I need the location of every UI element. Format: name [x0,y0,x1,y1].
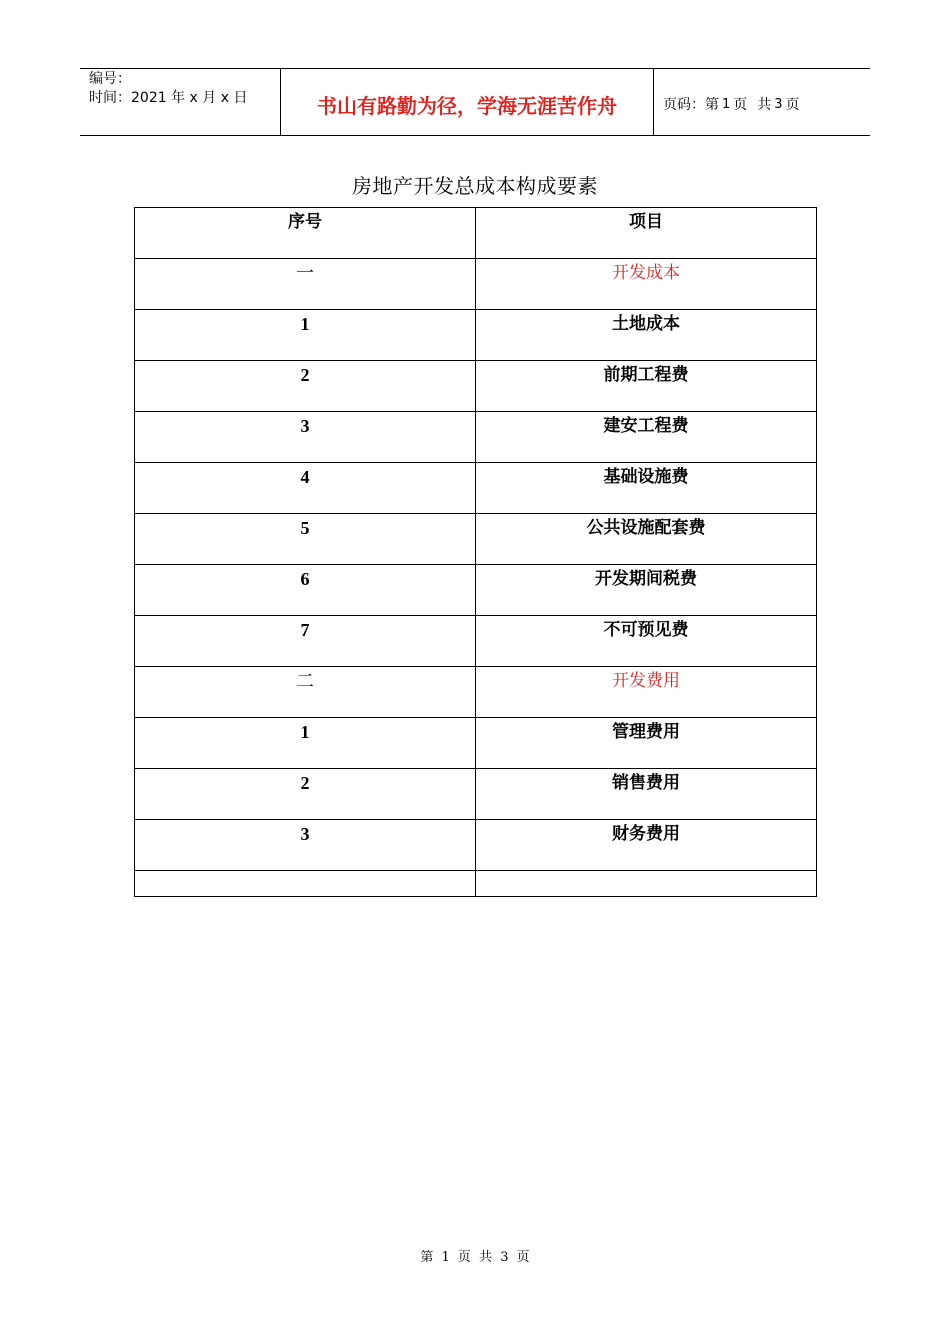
column-header-seq: 序号 [135,208,476,259]
table-row [135,667,817,718]
row-seq: 一 [135,259,476,310]
table-row [135,718,817,769]
header-motto: 书山有路勤为径，学海无涯苦作舟 [281,69,654,135]
page-header [80,68,870,136]
cost-table [134,207,817,897]
table-row-empty [135,871,817,897]
row-seq: 7 [135,616,476,667]
row-item: 不可预见费 [476,616,817,667]
row-item: 基础设施费 [476,463,817,514]
table-row [135,616,817,667]
table-header-row [135,208,817,259]
page-footer: 第 1 页 共 3 页 [420,1250,530,1265]
row-item: 开发费用 [476,667,817,718]
document-number-label: 编号： [89,71,131,87]
row-item: 开发成本 [476,259,817,310]
row-seq: 3 [135,820,476,871]
table-row [135,514,817,565]
table-row [135,565,817,616]
row-item: 建安工程费 [476,412,817,463]
row-item: 土地成本 [476,310,817,361]
row-item: 前期工程费 [476,361,817,412]
table-body [135,259,817,897]
row-item: 开发期间税费 [476,565,817,616]
page-mid: 页 [733,97,748,113]
empty-cell [476,871,817,897]
row-item: 财务费用 [476,820,817,871]
document-time-label: 时间：2021 年 x 月 x 日 [89,90,248,106]
total-prefix: 共 [757,97,772,113]
header-meta [80,69,281,135]
empty-cell [135,871,476,897]
table-row [135,259,817,310]
row-item: 公共设施配套费 [476,514,817,565]
table-row [135,310,817,361]
header-page-info [654,69,870,137]
table-row [135,412,817,463]
row-seq: 2 [135,361,476,412]
page-prefix: 页码：第 [663,97,719,113]
total-suffix: 页 [785,97,800,113]
row-seq: 3 [135,412,476,463]
column-header-item: 项目 [476,208,817,259]
table-row [135,463,817,514]
row-seq: 5 [135,514,476,565]
table-row [135,820,817,871]
table-row [135,769,817,820]
row-item: 销售费用 [476,769,817,820]
row-seq: 1 [135,310,476,361]
page-total: 3 [774,96,783,112]
row-item: 管理费用 [476,718,817,769]
row-seq: 4 [135,463,476,514]
page-current: 1 [722,96,731,112]
row-seq: 6 [135,565,476,616]
row-seq: 二 [135,667,476,718]
row-seq: 2 [135,769,476,820]
row-seq: 1 [135,718,476,769]
document-title: 房地产开发总成本构成要素 [352,174,598,198]
table-row [135,361,817,412]
